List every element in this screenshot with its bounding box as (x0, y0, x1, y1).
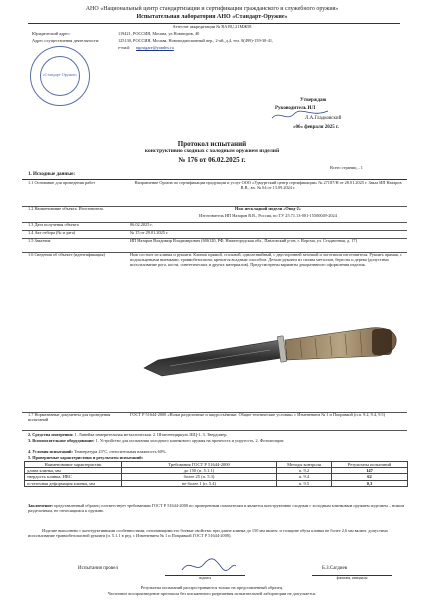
email-label: e-mail: (118, 45, 131, 50)
actual-address-label: Адрес осуществления деятельности: (32, 38, 100, 43)
tester-name: Б.З.Сагдиев (322, 566, 348, 571)
section5-title: 5. Проверяемые характеристики и результаты испытаний: (28, 455, 144, 460)
row-received: 1.3 Дата получения объекта 06.02.2025 г. (22, 222, 407, 231)
table-row: длина клинка, мм до 150 (п. 5.1.1) п. 9.2 147 (25, 468, 408, 474)
row-customer: 1.5 Заказчик ИП Назаров Владимир Владимирович (606120, РФ, Нижегородская обл., Павловский р-он, г. Ворсма, ул. Стадионная, д. 17) (22, 238, 407, 253)
email-link[interactable]: ngosigare@yandex.ru (136, 45, 174, 50)
knife-photo (140, 314, 402, 410)
row-basis: 1.1 Основание для проведения работ Направление Органа по сертификации продукции и услуг ООО «Удмуртский центр сертификации» № 27187/Н от 28.01.2025 г. Заказ ИП Назаров В.В., вх. № 04 от 13.09.2024 г. (22, 180, 407, 207)
page-count: Всего страниц – 1 (330, 165, 363, 170)
protocol-subtitle: конструктивно сходных с холодным оружием изделий (144, 148, 280, 154)
org-name: АНО «Национальный центр стандартизации и сертификации гражданского и служебного оружия» (85, 6, 339, 12)
tester-signature (178, 556, 238, 576)
section1-title: 1. Исходные данные: (28, 172, 76, 177)
lab-seal-stamp: «Стандарт-Оружие» (30, 46, 90, 106)
section4: 4. Условия испытаний: Температура 23°С, относительная влажность 60%. (28, 449, 167, 454)
row-object: 1.2 Наименование объекта. Изготовитель Нож нескладной модели «Овод-2» Изготовитель ИП Назаров В.В., Россия, по ТУ 25.71.13-001-15500049-2024 (22, 206, 407, 223)
row-identification: 1.6 Сведения об объекте (идентификация) Нож состоит из клинка и рукояти. Клинок прямой, стальной, однолезвийный, с двусторонней заточкой и логотипом изготовителя. Рукоять прямая, с подпальцевыми выемками, травмобезопасна, крепится всадным способом. Детали рукояти из сплава металлов, бересты и дерева (допустимо использование рога, кости, синтетических и других материалов). Предусмотрены варианты декоративного оформления изделия. (22, 252, 407, 413)
tested-by-label: Испытания провел (78, 566, 118, 571)
signature-caption: подпись (198, 576, 212, 580)
protocol-number: № 176 от 06.02.2025 г. (178, 156, 246, 164)
accreditation: Аттестат аккредитации № RA RU.21МЖ58 (172, 24, 252, 29)
row-selection-act: 1.4 Акт отбора (№ и дата) № 15 от 29.01.2025 г. (22, 230, 407, 239)
legal-address: 119421, РОССИЯ, Москва, ул.Новаторов, 40 (118, 31, 200, 36)
footer-line2: Частичное воспроизведение протокола без письменного разрешения испытательной лаборатории не допускается. (107, 591, 317, 596)
table-row: твердость клинка, HRC более 25 (п. 5.3) п. 9.4 62 (25, 474, 408, 480)
conclusion: Заключение: представленный образец соответствует требованиям ГОСТ Р 51644-2000 по проверенным показателям и является конструктивно сходным с холодным клинковым оружием изделием – ножом разделочным, не относящимся к оружию. (28, 503, 405, 514)
table-header-row: Наименование характеристик Требования ГОСТ Р 51644-2000 Методы контроля Результаты испытаний (25, 462, 408, 468)
approval-name: Л.А.Гладковский (305, 116, 342, 121)
footer-line1: Результаты испытаний распространяются только на представленный образец. (140, 585, 284, 590)
section3: 3. Вспомогательное оборудование: 1. Устройство для испытания холодного клинкового оружия на прочность и упругость. 2. Фотоаппарат. (28, 438, 285, 443)
protocol-title: Протокол испытаний (177, 140, 247, 148)
row-standards: 1.7 Нормативные документы для проведения испытаний ГОСТ Р 51644-2000 «Ножи разделочные и шкуросъёмные. Общие технические условия» с Изменением № 1 и Поправкой (п.п. 9.2, 9.4, 9.5) (22, 412, 407, 431)
legal-address-label: Юридический адрес: (32, 31, 71, 36)
section2: 2. Средства измерения: 1. Линейка измерительная металлическая. 2. Штангенциркуль ШЦ-1. 3. Твердомер. (28, 432, 228, 437)
lab-name: Испытательная лаборатория АНО «Стандарт-Оружие» (136, 14, 288, 20)
conclusion-details: Изделие выполнено с конструктивными особенностями, отличающими его боевые свойства: при длине клинка до 150 мм включ. и толщине обуха клинка не более 2,6 мм включ. допустимо использование травмобезопасной рукояти (п. 5.1.1 в ред. с Изменением № 1 и Поправкой ГОСТ Р 51644-2000). (28, 528, 389, 539)
results-table (24, 461, 408, 487)
approval-role: Руководитель ИЛ (275, 106, 316, 111)
actual-address: 125130, РОССИЯ, Москва, Новоподмосковный пер., 2-ой, д.4, тел. 8(499)-159-38-41, (118, 38, 274, 43)
table-row: остаточная деформация клинка, мм не более 1 (п. 5.4) п. 9.5 0,3 (25, 480, 408, 486)
approval-date: «06» февраля 2025 г. (293, 125, 339, 130)
name-caption: фамилия, инициалы (336, 576, 368, 580)
approval-title: Утверждаю (300, 98, 327, 103)
